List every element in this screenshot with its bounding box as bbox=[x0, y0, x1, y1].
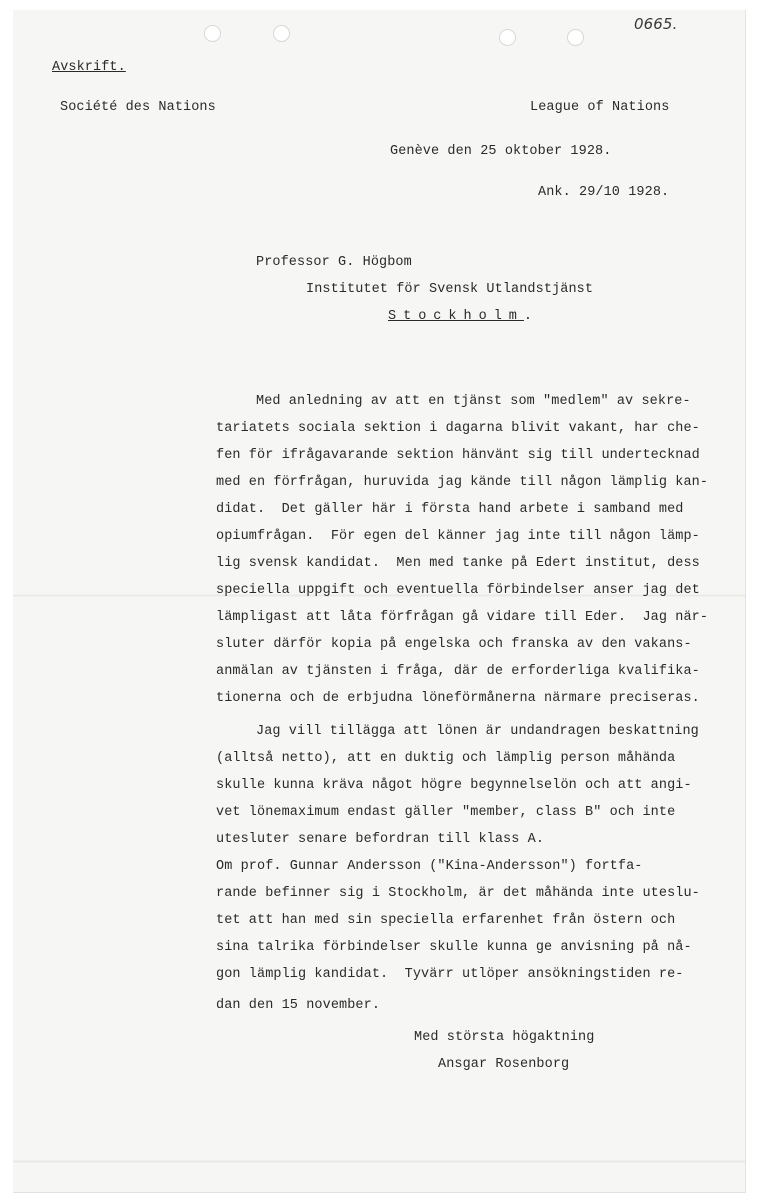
punch-hole bbox=[204, 25, 221, 42]
body-line: (alltså netto), att en duktig och lämplig person måhända bbox=[216, 751, 676, 766]
copy-label: Avskrift. bbox=[52, 60, 126, 75]
sender-org-french: Société des Nations bbox=[60, 100, 216, 115]
page-number: 0665. bbox=[634, 15, 678, 33]
body-line: tionerna och de erbjudna löneförmånerna närmare preciseras. bbox=[216, 691, 700, 706]
body-line: rande befinner sig i Stockholm, är det måhända inte uteslu- bbox=[216, 886, 700, 901]
body-line: opiumfrågan. För egen del känner jag inte till någon lämp- bbox=[216, 529, 700, 544]
body-line: utesluter senare befordran till klass A. bbox=[216, 832, 545, 847]
recipient-city-punctuation: . bbox=[523, 309, 533, 324]
body-line: tariatets sociala sektion i dagarna blivit vakant, har che- bbox=[216, 421, 700, 436]
body-line: lig svensk kandidat. Men med tanke på Edert institut, dess bbox=[216, 556, 700, 571]
body-line: vet lönemaximum endast gäller "member, class B" och inte bbox=[216, 805, 676, 820]
recipient-city bbox=[388, 309, 532, 325]
body-line: gon lämplig kandidat. Tyvärr utlöper ansökningstiden re- bbox=[216, 967, 684, 982]
body-line: tet att han med sin speciella erfarenhet från östern och bbox=[216, 913, 676, 928]
sender-org-english: League of Nations bbox=[530, 100, 670, 115]
recipient-name: Professor G. Högbom bbox=[256, 255, 412, 270]
body-line: lämpligast att låta förfrågan gå vidare till Eder. Jag när- bbox=[216, 610, 709, 625]
place-and-date: Genève den 25 oktober 1928. bbox=[390, 144, 612, 159]
recipient-institution: Institutet för Svensk Utlandstjänst bbox=[306, 282, 594, 297]
punch-hole bbox=[499, 29, 516, 46]
body-line: fen för ifrågavarande sektion hänvänt sig till undertecknad bbox=[216, 448, 700, 463]
body-line: med en förfrågan, huruvida jag kände till någon lämplig kan- bbox=[216, 475, 709, 490]
body-line: speciella uppgift och eventuella förbindelser anser jag det bbox=[216, 583, 700, 598]
body-line: didat. Det gäller här i första hand arbete i samband med bbox=[216, 502, 684, 517]
signature-name: Ansgar Rosenborg bbox=[438, 1057, 570, 1072]
body-line: dan den 15 november. bbox=[216, 998, 381, 1013]
body-line: anmälan av tjänsten i fråga, där de erforderliga kvalifika- bbox=[216, 664, 700, 679]
recipient-city-name: Stockholm bbox=[388, 309, 524, 324]
body-line: Om prof. Gunnar Andersson ("Kina-Andersson") fortfa- bbox=[216, 859, 643, 874]
punch-hole bbox=[273, 25, 290, 42]
body-line: Med anledning av att en tjänst som "medlem" av sekre- bbox=[256, 394, 691, 409]
received-stamp: Ank. 29/10 1928. bbox=[538, 185, 670, 200]
paper-fold bbox=[13, 1160, 745, 1163]
closing-salutation: Med största högaktning bbox=[414, 1030, 595, 1045]
body-line: sluter därför kopia på engelska och franska av den vakans- bbox=[216, 637, 692, 652]
punch-hole bbox=[567, 29, 584, 46]
body-line: Jag vill tillägga att lönen är undandragen beskattning bbox=[256, 724, 699, 739]
body-line: skulle kunna kräva något högre begynnelselön och att angi- bbox=[216, 778, 692, 793]
body-line: sina talrika förbindelser skulle kunna ge anvisning på nå- bbox=[216, 940, 692, 955]
